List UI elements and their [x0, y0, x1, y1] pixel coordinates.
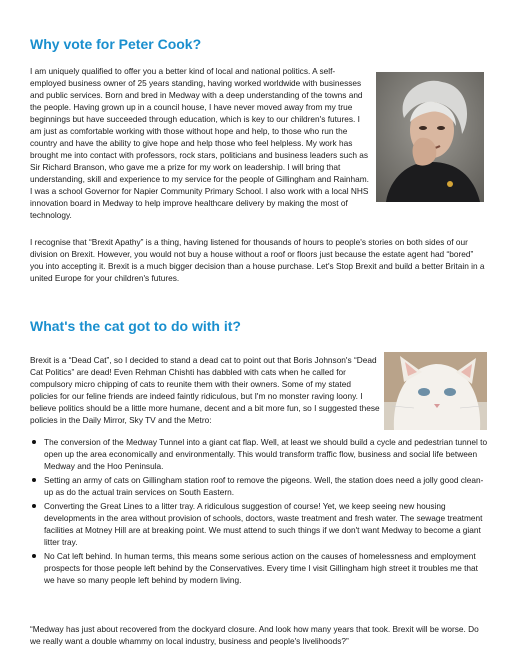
- list-item: [30, 550, 488, 586]
- policy-text: Setting an army of cats on Gillingham station roof to remove the pigeons. Well, the station does need a jolly good clean-up as do the actual train services on South Eastern.: [44, 475, 484, 497]
- list-item: [30, 500, 488, 548]
- heading-cat: What's the cat got to do with it?: [30, 318, 241, 334]
- cat-intro-paragraph: Brexit is a “Dead Cat”, so I decided to stand a dead cat to point out that Boris Johnson's “Dead Cat Politics” are dead! Even Rehman Chishti has dabbled with cats when he called for compulsory micro chipping of cats to reunite them with their owners. Some of my stated policies for our feline friends are indeed faintly ridiculous, but I'm no monster raving loony. I believe politics should be a little more humane, decent and a bit more fun, so I suggested these policies in the Daily Mirror, Sky TV and the Metro:: [30, 355, 380, 425]
- bullet-icon: [32, 554, 36, 558]
- bullet-icon: [32, 504, 36, 508]
- brexit-apathy-paragraph: I recognise that “Brexit Apathy” is a thing, having listened for thousands of hours to people's stories on both sides of our division on Brexit. However, you would not buy a house without a roof or floors just because the estate agent had “bored” you into accepting it. Brexit is a much bigger decision than a house purchase. Let's Stop Brexit and build a better Britain in a united Europe for your children's futures.: [30, 237, 485, 283]
- list-item: [30, 436, 488, 472]
- heading-why-vote: Why vote for Peter Cook?: [30, 36, 202, 52]
- bullet-icon: [32, 478, 36, 482]
- candidate-bio: I am uniquely qualified to offer you a better kind of local and national politics. A self-employed business owner of 25 years standing, having worked worldwide with businesses and public services. Born and bred in Medway with a deep understanding of the towns and the people. Having grown up in a council house, I have never moved away from my true beginnings but have succeeded through education, which is key to our children's futures. I am just as comfortable working with those without hope and help, to those who run the country and have the ability to give hope and help those who feel helpless. My work has brought me into contact with professors, rock stars, politicians and business leaders such as Sir Richard Branson, who gave me a prize for my work on leadership. I will bring that understanding, skill and experience to my service for the people of Gillingham and Rainham. I was a school Governor for Napier Community Primary School. I also work with a local NHS innovation board in Medway to help improve healthcare delivery by making the most of technology.: [30, 66, 369, 220]
- closing-quote: “Medway has just about recovered from the dockyard closure. And look how many years that took. Brexit will be worse. Do we really want a double whammy on local industry, business and people's livelihoods?”: [30, 624, 479, 646]
- policy-text: The conversion of the Medway Tunnel into a giant cat flap. Well, at least we should build a cycle and pedestrian tunnel to open up the area economically and environmentally. This would transform traffic flow, business and social life between Medway and the Hoo Peninsula.: [44, 437, 488, 471]
- candidate-photo: [376, 72, 484, 202]
- cat-photo: [384, 352, 487, 430]
- policy-text: Converting the Great Lines to a litter tray. A ridiculous suggestion of course! Yet, we keep seeing new housing developments in the area without provision of schools, doctors, waste treatment and fresh water. The sewage treatment facilities at Motney Hill are at breaking point. We must attend to such things if we don't want Medway to become a giant litter tray.: [44, 501, 483, 547]
- list-item: [30, 474, 488, 498]
- policy-list: [30, 436, 488, 588]
- bullet-icon: [32, 440, 36, 444]
- policy-text: No Cat left behind. In human terms, this means some serious action on the causes of homelessness and employment prospects for those people left behind by the Conservatives. Every time I visit Gillingham high street it troubles me that we have so many people left behind by modern living.: [44, 551, 478, 585]
